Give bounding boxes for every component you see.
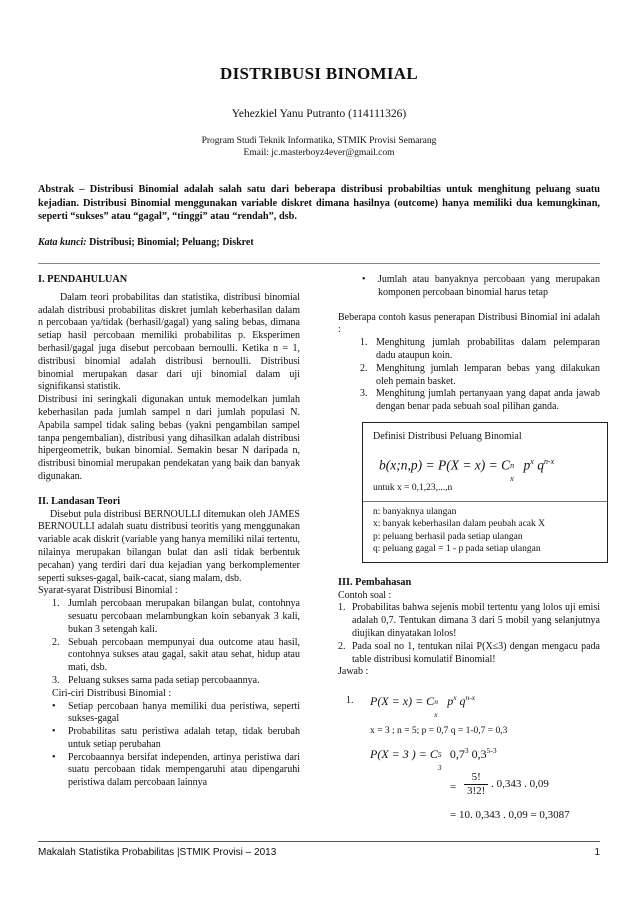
formula-p: p	[523, 457, 531, 473]
list-number: 1.	[338, 602, 346, 614]
list-number: 2.	[52, 636, 60, 648]
section-2-title: II. Landasan Teori	[38, 495, 121, 507]
keywords-label: Kata kunci:	[38, 237, 87, 248]
section-1-paragraph-2: Distribusi ini seringkali digunakan untuk memodelkan jumlah keberhasilan pada jumlah sampel n dari jumlah populasi N. Apabila sampel tidak saling bebas (yakni pengambilan sampel tanpa pengembalian), distribusi yang dihasilkan adalah distribusi hipergeometrik, bukan binomial. Semakin besar N daripada n, distribusi binomial merupakan pendekatan yang baik dan banyak digunakan.	[38, 394, 300, 482]
formula-a: 0,7	[449, 747, 465, 762]
list-item	[360, 337, 600, 363]
fraction-numerator: 5!	[464, 771, 488, 785]
paper-title: DISTRIBUSI BINOMIAL	[220, 64, 418, 83]
list-text: Menghitung jumlah probabilitas dalam pelemparan dadu ataupun koin.	[376, 337, 600, 361]
syarat-list	[38, 598, 300, 688]
page-footer	[38, 841, 600, 858]
list-text: Pada soal no 1, tentukan nilai P(X≤3) dengan mengacu pada table distribusi komulatif Binomial!	[352, 640, 600, 665]
definition-box	[362, 422, 608, 563]
list-text: Menghitung jumlah pertanyaan yang dapat anda jawab dengan benar pada sebuah soal pilihan ganda.	[376, 388, 600, 413]
list-item	[52, 700, 300, 727]
affiliation-program: Program Studi Teknik Informatika, STMIK Provisi Semarang	[201, 136, 437, 146]
list-number: 3.	[52, 674, 60, 686]
keywords	[38, 237, 600, 248]
section-1-paragraph-1: Dalam teori probabilitas dan statistika, distribusi binomial adalah distribusi probabilitas diskret jumlah keberhasilan dalam n percobaan ya/tidak (berhasil/gagal) yang saling bebas, dimana setiap hasil percobaan memiliki probabilitas p. Eksperimen berhasil/gagal juga disebut percobaan bernoulli. Ketika n = 1, distribusi binomial adalah distribusi bernoulli. Distribusi binomial merupakan dasar dari uji binomial dalam uji signifikansi statistik.	[38, 291, 300, 393]
jawab-formula-3: = $\frac{5!}{3!2!}$ . 0,343 . 0,09	[450, 771, 549, 798]
list-number: 2.	[338, 640, 346, 652]
list-text: Peluang sukses sama pada setiap percobaannya.	[68, 674, 260, 686]
list-item	[360, 362, 600, 389]
jawab-formula-4: = 10. 0,343 . 0,09 = 0,3087	[450, 809, 570, 822]
list-item	[338, 640, 600, 667]
jawab-formula-2	[370, 745, 497, 773]
list-text: Setiap percobaan hanya memiliki dua peristiwa, seperti sukses-gagal	[68, 700, 300, 725]
list-text: Probabilitas bahwa sejenis mobil tertentu yang lolos uji emisi adalah 0,7. Tentukan dimana 3 dari 5 mobil yang selanjutnya diujikan dinyatakan lolos!	[352, 602, 600, 640]
formula-sub-x: x	[434, 710, 438, 720]
formula-p-exp: x	[453, 693, 457, 703]
bullet-icon: •	[52, 700, 56, 712]
jawab-block	[338, 679, 600, 829]
variable-line: p: peluang berhasil pada setiap ulangan	[373, 531, 523, 542]
formula-b-exp: 5-3	[486, 746, 497, 756]
ciri-title: Ciri-ciri Distribusi Binomial :	[52, 687, 172, 699]
fraction-denominator: 3!2!	[467, 785, 486, 798]
contoh-intro: Beberapa contoh kasus penerapan Distribusi Binomial ini adalah :	[338, 311, 600, 336]
jawab-formula-1	[370, 692, 476, 720]
list-text: Jumlah percobaan merupakan bilangan bulat, contohnya sesuatu percobaan melambungkan koin sebanyak 3 kali, bukan 3 setengah kali.	[68, 598, 300, 635]
formula-sup-n: n	[434, 697, 438, 707]
right-column	[338, 274, 600, 829]
formula-q: q	[459, 694, 466, 709]
list-item	[52, 598, 300, 636]
formula-q-exp: n-x	[543, 456, 555, 466]
list-number: 1.	[360, 337, 368, 349]
formula-rest: . 0,343 . 0,09	[491, 778, 549, 791]
jawab-values: x = 3 ; n = 5; p = 0,7 q = 1-0,7 = 0,3	[370, 726, 508, 737]
definition-title: Definisi Distribusi Peluang Binomial	[373, 430, 522, 442]
list-text: Percobaannya bersifat independen, artinya peristiwa dari suatu percobaan tidak mempengaruhi atau dipengaruhi peristiwa dalam percobaan lainnya	[68, 751, 300, 789]
list-text: Probabilitas satu peristiwa adalah tetap, tidak berubah untuk setiap perubahan	[68, 726, 300, 750]
list-text: Sebuah percobaan mempunyai dua outcome atau hasil, contohnya sukses atau gagal, sakit atau sehat, hidup atau mati, dsb.	[68, 636, 300, 674]
author-line: Yehezkiel Yanu Putranto (114111326)	[231, 108, 407, 120]
divider	[38, 263, 600, 264]
definition-range: untuk x = 0,1,23,...,n	[373, 483, 453, 494]
affiliation-email: Email: jc.masterboyz4ever@gmail.com	[243, 148, 395, 158]
list-text: Menghitung jumlah lemparan bebas yang dilakukan oleh pemain basket.	[376, 362, 600, 387]
list-number: 1.	[52, 598, 60, 610]
footer-text: Makalah Statistika Probabilitas |STMIK Provisi – 2013	[38, 847, 277, 858]
list-text: Jumlah atau banyaknya percobaan yang merupakan komponen percobaan binomial harus tetap	[378, 274, 600, 298]
jawab-number: 1.	[346, 695, 354, 707]
bullet-icon: •	[52, 726, 56, 738]
left-column	[38, 274, 300, 790]
definition-variables	[373, 506, 599, 556]
soal-title: Contoh soal :	[338, 589, 392, 601]
bullet-icon: •	[52, 751, 56, 763]
contoh-list	[338, 337, 600, 414]
page-number: 1	[594, 847, 600, 858]
section-1-title: I. PENDAHULUAN	[38, 274, 128, 285]
soal-list	[338, 602, 600, 666]
keywords-text: Distribusi; Binomial; Peluang; Diskret	[89, 237, 254, 248]
affiliation	[0, 135, 638, 159]
binomial-formula	[379, 456, 599, 484]
formula-main: b(x;n,p) = P(X = x) = C	[379, 457, 511, 473]
bullet-icon: •	[362, 274, 366, 285]
formula-q: q	[537, 457, 544, 473]
formula-p: p	[447, 694, 454, 709]
syarat-title: Syarat-syarat Distribusi Binomial :	[38, 585, 178, 597]
formula-sup-n: n	[510, 461, 515, 471]
list-number: 2.	[360, 362, 368, 374]
section-2-paragraph: Disebut pula distribusi BERNOULLI ditemukan oleh JAMES BERNOULLI adalah suatu distribusi teoritis yang menggunakan variable acak diskrit (variable yang hanya memiliki nilai tertentu, nilainya merupakan bilangan bulat dan asli tidak berbentuk pecahan) yang terdiri dari dua kejadian yang berkomplementer seperti sukses-gagal, baik-cacat, siang malam, dsb.	[38, 508, 300, 584]
section-3-title: III. Pembahasan	[338, 576, 412, 588]
abstract: Abstrak – Distribusi Binomial adalah salah satu dari beberapa distribusi probabiltias untuk menghitung peluang suatu kejadian. Distribusi Binomial menggunakan variable diskret dimana hasilnya (outcome) hanya memiliki dua kemungkinan, seperti “sukses” atau “gagal”, “tinggi” atau “rendah”, dsb.	[38, 184, 600, 222]
list-item	[52, 726, 300, 752]
ciri-list	[38, 701, 300, 791]
formula-sub: 3	[437, 763, 442, 773]
list-item	[360, 388, 600, 414]
formula-sub-x: x	[510, 474, 514, 484]
list-item	[52, 674, 300, 688]
variable-line: q: peluang gagal = 1 - p pada setiap ulangan	[373, 544, 541, 555]
list-item	[338, 602, 600, 640]
variable-line: n: banyaknya ulangan	[373, 506, 457, 517]
formula-main: P(X = 3 ) = C	[370, 747, 438, 762]
bullet-list	[338, 274, 600, 300]
list-item	[52, 636, 300, 675]
definition-divider	[363, 501, 607, 502]
formula-sup: 5	[437, 750, 442, 760]
variable-line: x: banyak keberhasilan dalam peubah acak X	[373, 519, 545, 530]
list-number: 3.	[360, 388, 368, 400]
formula-p-exp: x	[530, 456, 534, 466]
formula-b: 0,3	[471, 747, 487, 762]
formula-a-exp: 3	[464, 746, 469, 756]
jawab-label: Jawab :	[338, 666, 369, 678]
formula-q-exp: n-x	[465, 693, 476, 703]
list-item	[52, 751, 300, 790]
formula-main: P(X = x) = C	[370, 694, 435, 709]
list-item	[362, 274, 600, 300]
